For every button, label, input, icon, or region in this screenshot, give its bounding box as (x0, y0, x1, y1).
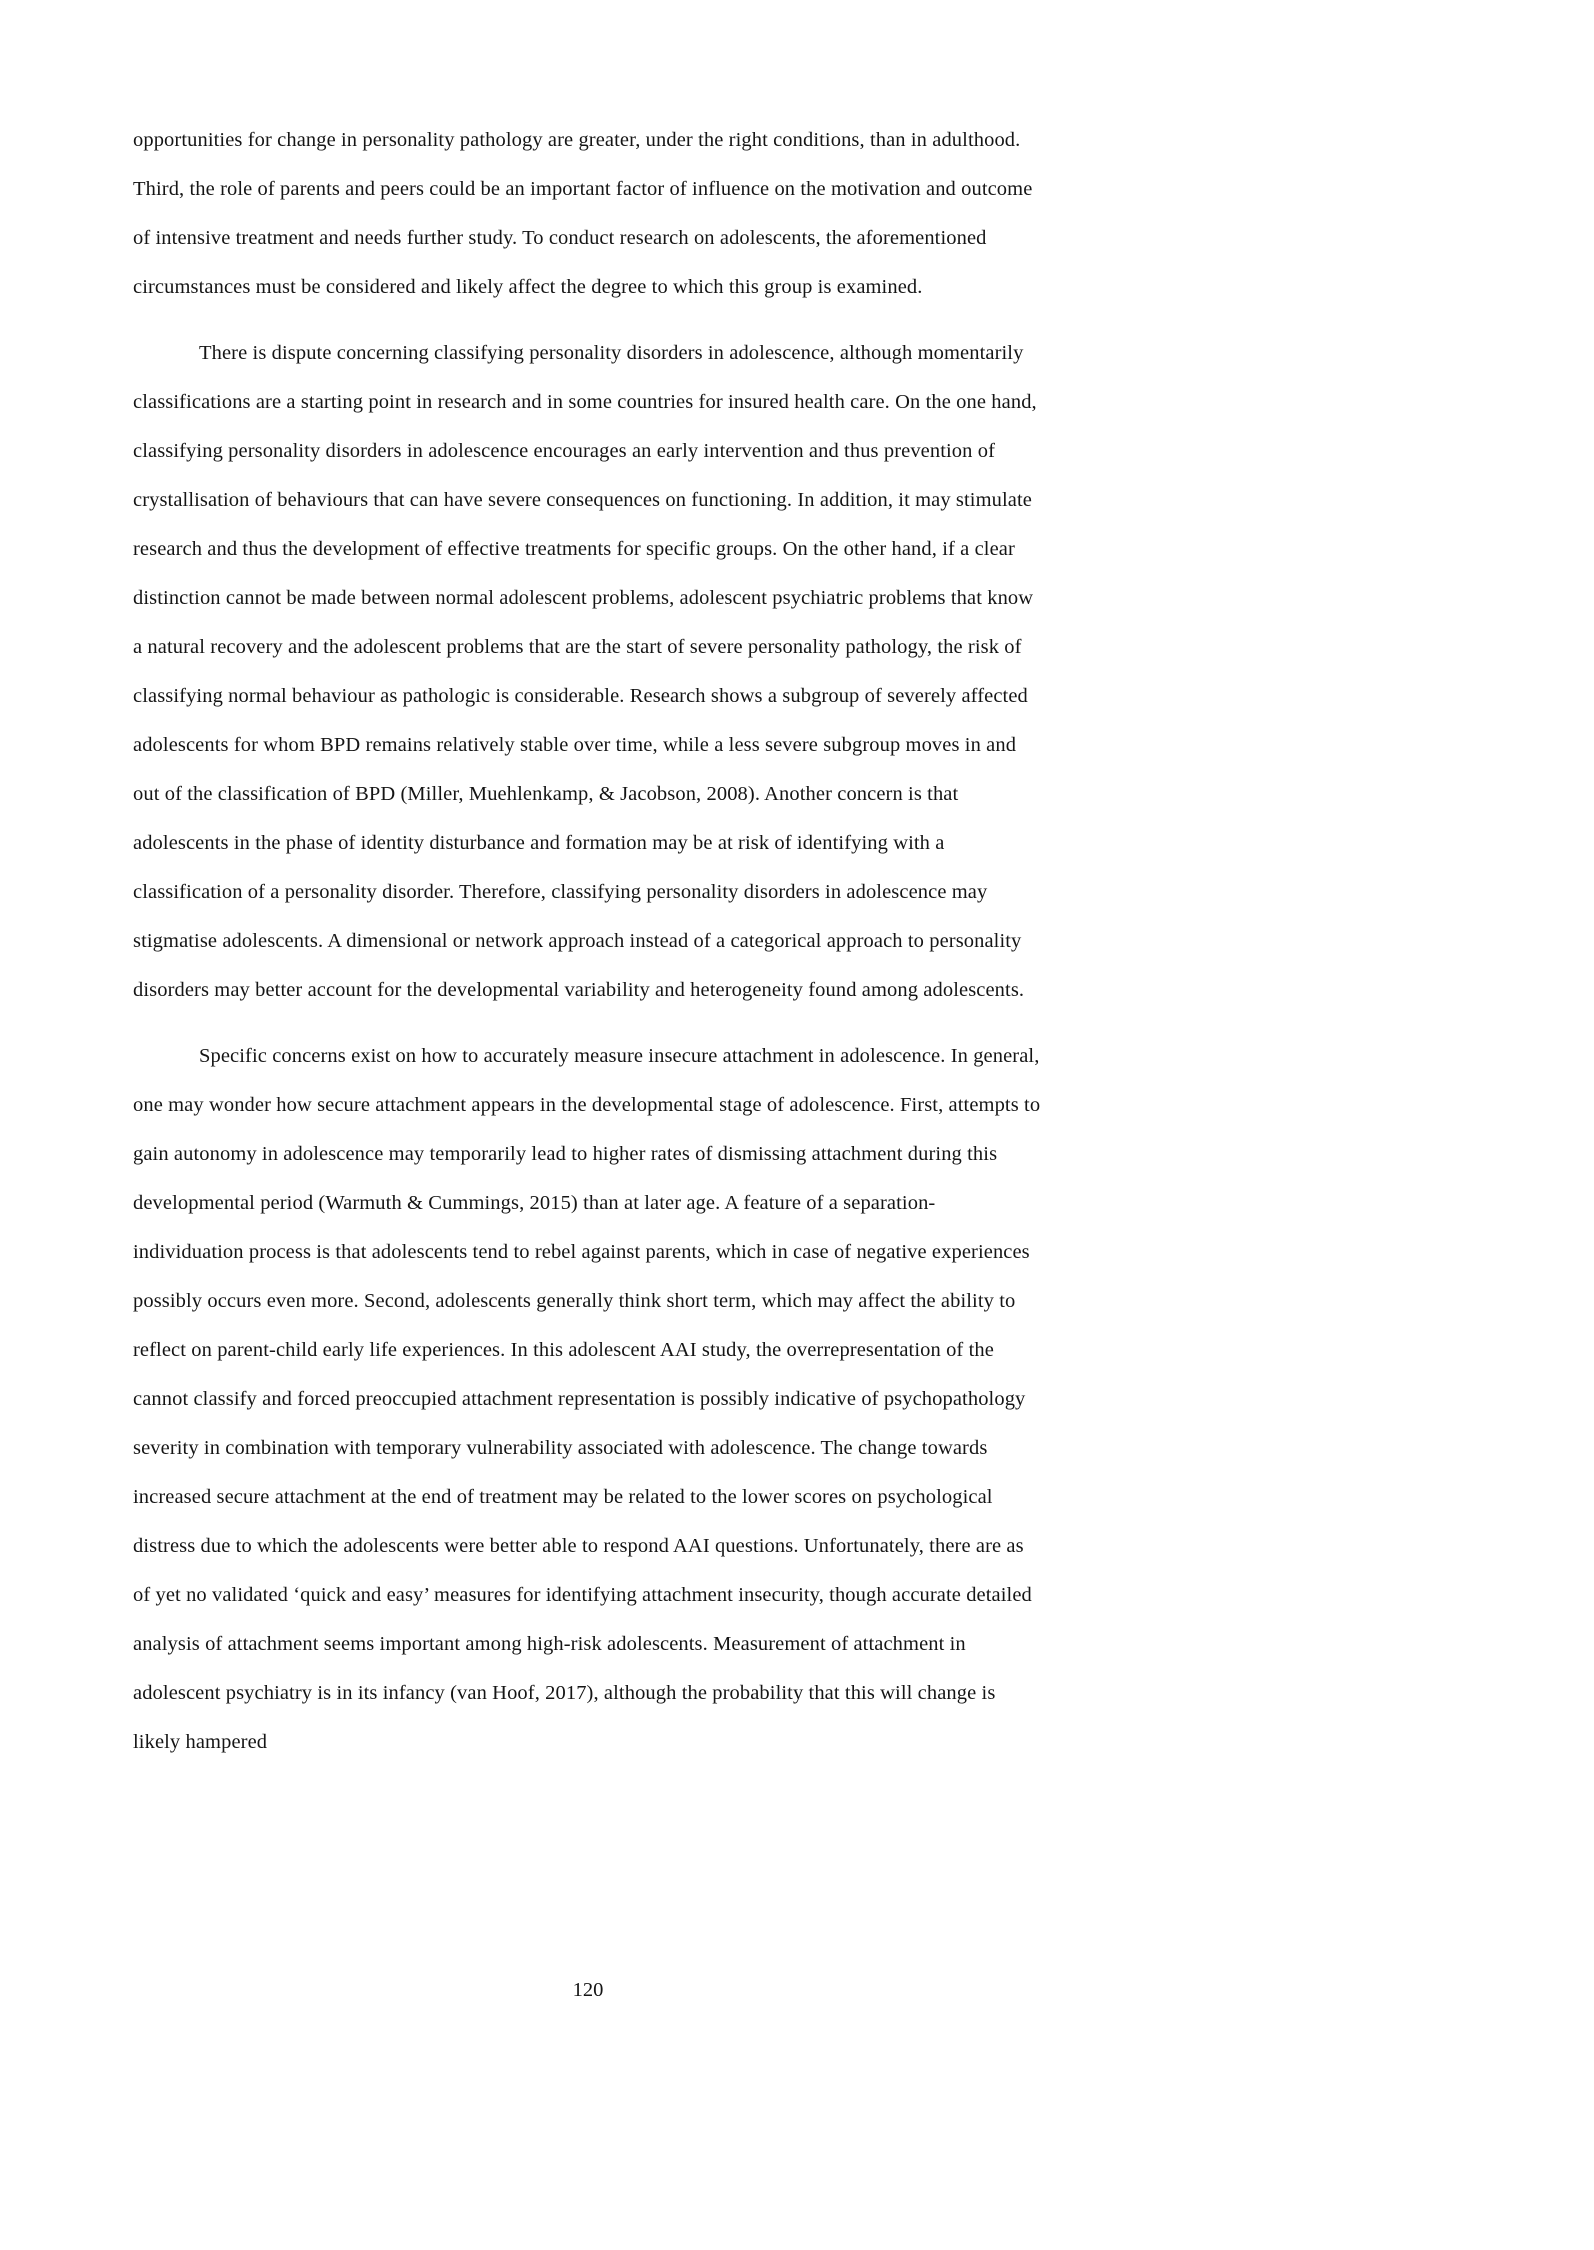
paragraph-continued: opportunities for change in personality pathology are greater, under the right conditions, than in adulthood. Third, the role of parents and peers could be an important factor of influence on the motivation and outcome of intensive treatment and needs further study. To conduct research on adolescents, the aforementioned circumstances must be considered and likely affect the degree to which this group is examined. (133, 129, 1033, 298)
paragraph-attachment-measurement: Specific concerns exist on how to accurately measure insecure attachment in adolescence. In general, one may wonder how secure attachment appears in the developmental stage of adolescence. First, attempts to gain autonomy in adolescence may temporarily lead to higher rates of dismissing attachment during this developmental period (Warmuth & Cummings, 2015) than at later age. A feature of a separation-individuation process is that adolescents tend to rebel against parents, which in case of negative experiences possibly occurs even more. Second, adolescents generally think short term, which may affect the ability to reflect on parent-child early life experiences. In this adolescent AAI study, the overrepresentation of the cannot classify and forced preoccupied attachment representation is possibly indicative of psychopathology severity in combination with temporary vulnerability associated with adolescence. The change towards increased secure attachment at the end of treatment may be related to the lower scores on psychological distress due to which the adolescents were better able to respond AAI questions. Unfortunately, there are as of yet no validated ‘quick and easy’ measures for identifying attachment insecurity, though accurate detailed analysis of attachment seems important among high-risk adolescents. Measurement of attachment in adolescent psychiatry is in its infancy (van Hoof, 2017), although the probability that this will change is likely hampered (133, 1045, 1041, 1753)
page-body-text (133, 116, 1043, 1767)
page-number: 120 (572, 1979, 604, 2001)
paragraph-classification-dispute: There is dispute concerning classifying personality disorders in adolescence, although momentarily classifications are a starting point in research and in some countries for insured health care. On the one hand, classifying personality disorders in adolescence encourages an early intervention and thus prevention of crystallisation of behaviours that can have severe consequences on functioning. In addition, it may stimulate research and thus the development of effective treatments for specific groups. On the other hand, if a clear distinction cannot be made between normal adolescent problems, adolescent psychiatric problems that know a natural recovery and the adolescent problems that are the start of severe personality pathology, the risk of classifying normal behaviour as pathologic is considerable. Research shows a subgroup of severely affected adolescents for whom BPD remains relatively stable over time, while a less severe subgroup moves in and out of the classification of BPD (Miller, Muehlenkamp, & Jacobson, 2008). Another concern is that adolescents in the phase of identity disturbance and formation may be at risk of identifying with a classification of a personality disorder. Therefore, classifying personality disorders in adolescence may stigmatise adolescents. A dimensional or network approach instead of a categorical approach to personality disorders may better account for the developmental variability and heterogeneity found among adolescents. (133, 342, 1037, 1001)
